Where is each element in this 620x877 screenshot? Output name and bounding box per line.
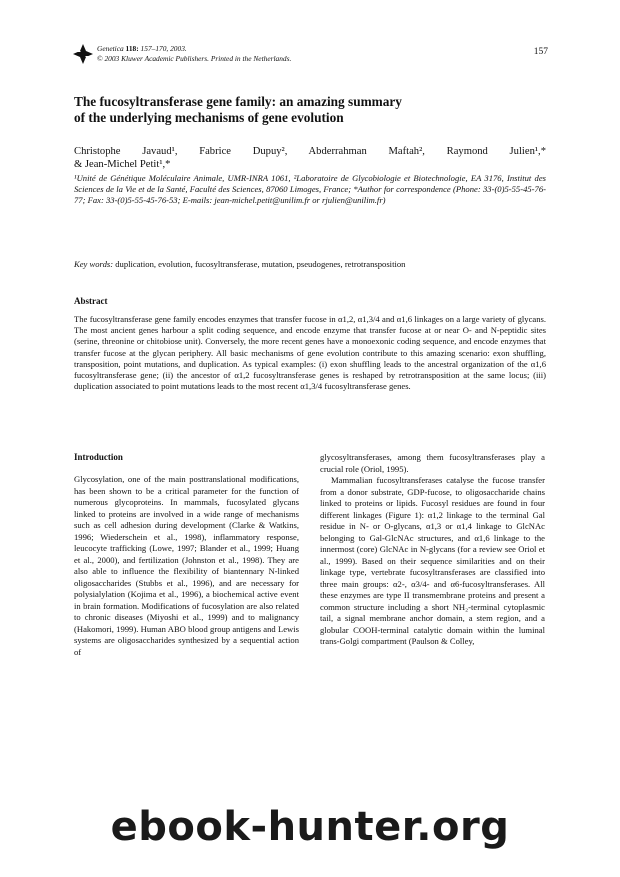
page-number: 157: [533, 47, 548, 57]
intro-paragraph-1: Glycosylation, one of the main posttranslational modifications, has been shown to be a critical parameter for the function of numerous glycoproteins. In mammals, fucosylated glycans linked to proteins are involved in a wide range of mechanisms such as cell adhesion during development (Clarke & Watkins, 1996; Wiederschein et al., 1998), inflammatory response, leucocyte trafficking (Lowe, 1997; Blander et al., 1999; Huang et al., 2000), and fertilization (Johnston et al., 1998). They are also able to influence the flexibility of biantennary N-linked oligosaccharides (Stubbs et al., 1996), and are necessary for polysialylation (Kojima et al., 1996), a biochemical active event in brain formation. Modifications of fucosylation are also related to chronic diseases (Miyoshi et al., 1999) and to malignancy (Hakomori, 1999). Human ABO blood group antigens and Lewis systems are oligosaccharides synthesized by a sequential action of: [74, 474, 299, 657]
abstract-heading: Abstract: [74, 296, 108, 306]
right-paragraph-2: Mammalian fucosyltransferases catalyse the fucose transfer from a donor substrate, GDP-fucose, to oligosaccharide chains linked to proteins or lipids. Fucosyl residues are found in four different linkages (Figure 1): α1,2 linkage to the terminal Gal residue in N- or O-glycans, α1,3 or α1,4 linkage to GlcNAc belonging to Gal-GlcNAc structures, and α1,6 linkage to the innermost (core) GlcNAc in N-glycans (for a review see Oriol et al., 1999). Based on their sequence similarities and on their linkage type, vertebrate fucosyltransferases are classified into three main groups: α2-, α3/4- and α6-fucosyltransferases. All these enzymes are type II transmembrane proteins and present a common structure including a short NH₂-terminal cytoplasmic tail, a signal membrane anchor domain, a stem region, and a globular COOH-terminal catalytic domain within the luminal trans-Golgi compartment (Paulson & Colley,: [320, 475, 545, 646]
abstract-body: The fucosyltransferase gene family encodes enzymes that transfer fucose in α1,2, α1,3/4 and α1,6 linkages on a large variety of glycans. The most ancient genes harbour a split coding sequence, and encode enzyme that transfer fucose at or near O- and N-peptidic sites (serine, threonine or chitobiose unit). Conversely, the more recent genes have a monoexonic coding sequence, and encode enzymes that transfer fucose at the glycan periphery. All basic mechanisms of gene evolution contribute to this amazing scenario: exon shuffling, transposition, point mutations, and duplication. As typical examples: (i) exon shuffling leads to the ancestral organization of the α1,6 fucosyltransferase gene; (ii) the ancestor of α1,2 fucosyltransferase genes is reshaped by retrotransposition at the same locus; (iii) duplication associated to point mutations leads to the most recent α1,3/4 fucosyltransferase genes.: [74, 314, 546, 392]
authors-line-1: Christophe Javaud¹, Fabrice Dupuy², Abderrahman Maftah², Raymond Julien¹,*: [74, 146, 546, 157]
journal-citation: [97, 44, 187, 54]
authors-line-2: & Jean-Michel Petit¹,*: [74, 159, 171, 170]
paper-title: [74, 94, 554, 126]
right-paragraph-1: glycosyltransferases, among them fucosyltransferases play a crucial role (Oriol, 1995).: [320, 452, 545, 474]
keywords: [74, 259, 546, 270]
left-column: [74, 474, 299, 658]
watermark-text: ebook-hunter.org: [110, 804, 510, 850]
author-list: [74, 145, 546, 171]
publisher-logo: [73, 44, 93, 64]
journal-volume: 118:: [125, 44, 139, 53]
journal-pages-year: 157–170, 2003.: [140, 44, 187, 53]
right-column: [320, 452, 545, 648]
keywords-label: Key words:: [74, 259, 114, 269]
title-line-2: of the underlying mechanisms of gene evolution: [74, 110, 344, 125]
keywords-text: duplication, evolution, fucosyltransferase, mutation, pseudogenes, retrotransposition: [113, 259, 406, 269]
affiliations: ¹Unité de Génétique Moléculaire Animale, UMR-INRA 1061, ²Laboratoire de Glycobiologie et Biotechnologie, EA 3176, Institut des Sciences de la Vie et de la Santé, Faculté des Sciences, 87060 Limoges, France; *Author for correspondence (Phone: 33-(0)5-55-45-76-77; Fax: 33-(0)5-55-45-76-53; E-mails: jean-michel.petit@unilim.fr or rjulien@unilim.fr): [74, 173, 546, 205]
title-line-1: The fucosyltransferase gene family: an amazing summary: [74, 94, 402, 109]
copyright-line: © 2003 Kluwer Academic Publishers. Printed in the Netherlands.: [97, 54, 292, 63]
journal-name: Genetica: [97, 44, 124, 53]
introduction-heading: Introduction: [74, 452, 123, 462]
